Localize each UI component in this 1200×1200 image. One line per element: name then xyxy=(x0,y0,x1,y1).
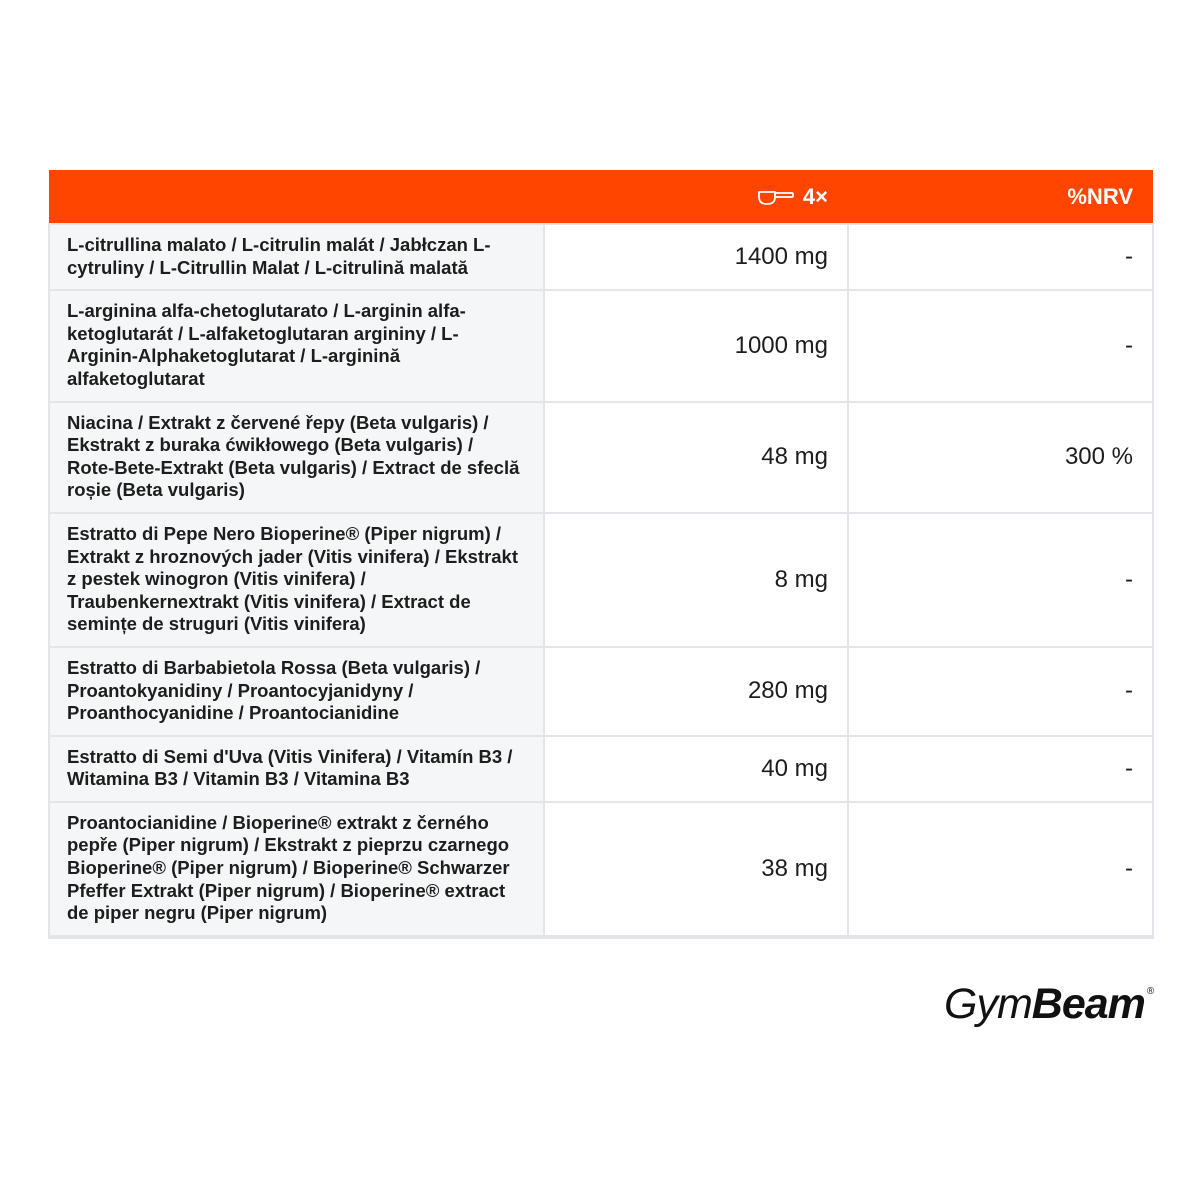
header-nrv-column: %NRV xyxy=(1067,183,1133,209)
ingredient-name: L-citrullina malato / L-citrulin malát / Jabłczan L-cytruliny / L-Citrullin Malat / L-citrulină malată xyxy=(49,224,544,290)
table-row xyxy=(49,513,1153,647)
table-row xyxy=(49,802,1153,937)
ingredient-nrv: - xyxy=(848,736,1153,802)
header-name-column xyxy=(49,170,544,224)
ingredient-name: Niacina / Extrakt z červené řepy (Beta vulgaris) / Ekstrakt z buraka ćwikłowego (Beta vulgaris) / Rote-Bete-Extrakt (Beta vulgaris) / Extract de sfeclă roșie (Beta vulgaris) xyxy=(49,402,544,513)
ingredient-amount: 280 mg xyxy=(544,647,848,736)
ingredient-nrv: - xyxy=(848,513,1153,647)
ingredient-nrv: - xyxy=(848,290,1153,401)
ingredient-amount: 48 mg xyxy=(544,402,848,513)
table-header-row xyxy=(49,170,1153,224)
gymbeam-logo xyxy=(944,980,1154,1036)
ingredient-nrv: 300 % xyxy=(848,402,1153,513)
ingredient-amount: 40 mg xyxy=(544,736,848,802)
table-row xyxy=(49,290,1153,401)
registered-mark: ® xyxy=(1146,986,1155,997)
table-row xyxy=(49,736,1153,802)
ingredient-nrv: - xyxy=(848,802,1153,937)
ingredient-name: Proantocianidine / Bioperine® extrakt z černého pepře (Piper nigrum) / Ekstrakt z pieprzu czarnego Bioperine® (Piper nigrum) / Bioperine® Schwarzer Pfeffer Extrakt (Piper nigrum) / Bioperine® extract de piper negru (Piper nigrum) xyxy=(49,802,544,937)
table-row xyxy=(49,647,1153,736)
ingredient-amount: 1400 mg xyxy=(544,224,848,290)
ingredient-nrv: - xyxy=(848,647,1153,736)
ingredient-name: Estratto di Semi d'Uva (Vitis Vinifera) / Vitamín B3 / Witamina B3 / Vitamin B3 / Vitamina B3 xyxy=(49,736,544,802)
ingredient-nrv: - xyxy=(848,224,1153,290)
table-row xyxy=(49,402,1153,513)
nutrition-table xyxy=(48,170,1154,939)
table-row xyxy=(49,224,1153,290)
ingredient-amount: 38 mg xyxy=(544,802,848,937)
ingredient-name: L-arginina alfa-chetoglutarato / L-arginin alfa-ketoglutarát / L-alfaketoglutaran argininy / L-Arginin-Alphaketoglutarat / L-arginină alfaketoglutarat xyxy=(49,290,544,401)
header-serving-column xyxy=(544,170,848,224)
ingredient-amount: 8 mg xyxy=(544,513,848,647)
logo-text-gym: Gym xyxy=(944,980,1032,1028)
ingredient-name: Estratto di Barbabietola Rossa (Beta vulgaris) / Proantokyanidiny / Proantocyjanidyny / Proanthocyanidine / Proantocianidine xyxy=(49,647,544,736)
ingredient-amount: 1000 mg xyxy=(544,290,848,401)
serving-label: 4× xyxy=(802,183,828,209)
ingredient-name: Estratto di Pepe Nero Bioperine® (Piper nigrum) / Extrakt z hroznových jader (Vitis vinifera) / Ekstrakt z pestek winogron (Vitis vinifera) / Traubenkernextrakt (Vitis vinifera) / Extract de semințe de struguri (Vitis vinifera) xyxy=(49,513,544,647)
scoop-icon xyxy=(757,187,795,207)
logo-text-beam: Beam xyxy=(1031,980,1145,1028)
